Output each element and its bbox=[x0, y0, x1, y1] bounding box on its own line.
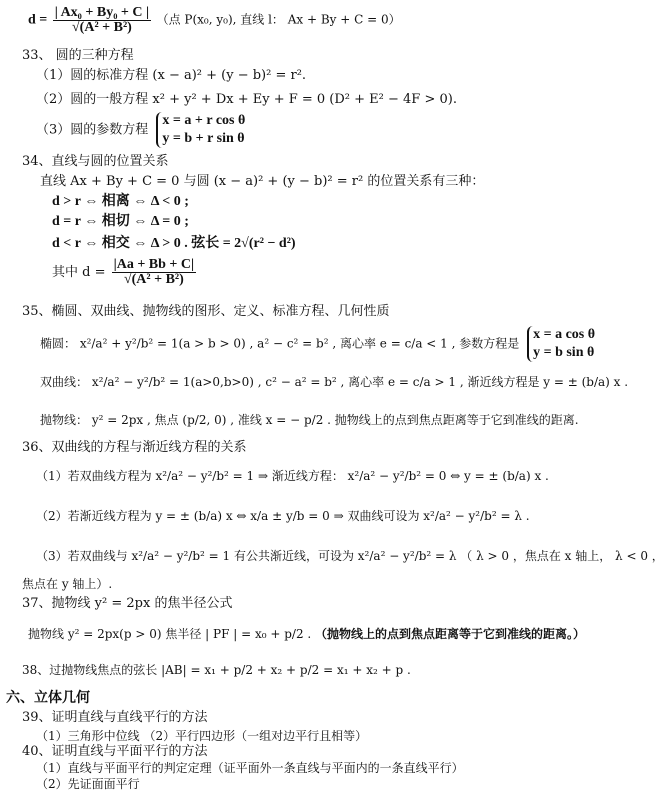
center-dist-den: √(A² + B²) bbox=[123, 272, 184, 287]
item-34-heading: 34、直线与圆的位置关系 bbox=[22, 154, 169, 169]
ellipse-text: 椭圆： x²/a² + y²/b² = 1(a > b > 0) , a² − c² = b² , 离心率 e = c/a < 1 , 参数方程是 bbox=[40, 336, 520, 351]
center-dist-num: |Aa + Bb + C| bbox=[113, 257, 195, 272]
circle-param-eq bbox=[36, 112, 245, 148]
item-40-method-2: （2）先证面面平行 bbox=[36, 777, 140, 791]
dist-fraction bbox=[53, 6, 151, 35]
item-37-heading: 37、抛物线 y² = 2px 的焦半径公式 bbox=[22, 596, 233, 611]
parabola-line: 抛物线： y² = 2px , 焦点 (p/2, 0) , 准线 x = − p/2 . 抛物线上的点到焦点距离等于它到准线的距离. bbox=[40, 413, 579, 427]
item-40-method-1: （1）直线与平面平行的判定定理（证平面外一条直线与平面内的一条直线平行） bbox=[36, 761, 464, 775]
distance-formula bbox=[28, 6, 401, 35]
distance-center-line bbox=[52, 258, 198, 287]
hyperbola-asymptote-3-cont: 焦点在 y 轴上）. bbox=[22, 577, 113, 591]
case-tangent: d = r ⇔ 相切 ⇔ Δ = 0 ; bbox=[52, 214, 189, 229]
hyperbola-asymptote-3: （3）若双曲线与 x²/a² − y²/b² = 1 有公共渐近线，可设为 x²/a² − y²/b² = λ （ λ > 0 ，焦点在 x 轴上， λ < 0 ， bbox=[36, 549, 664, 563]
ellipse-param-y: y = b sin θ bbox=[533, 345, 595, 360]
focal-radius-line bbox=[28, 626, 585, 642]
ellipse-line bbox=[40, 326, 595, 362]
dist-denominator: √(A² + B²) bbox=[72, 20, 132, 35]
item-38-focal-chord: 38、过抛物线焦点的弦长 |AB| = x₁ + p/2 + x₂ + p/2 = x₁ + x₂ + p . bbox=[22, 663, 411, 677]
hyperbola-line: 双曲线： x²/a² − y²/b² = 1(a>0,b>0) , c² − a² = b² , 离心率 e = c/a > 1 , 渐近线方程是 y = ± (b/a) x . bbox=[40, 375, 629, 389]
line-circle-relation: 直线 Ax + By + C = 0 与圆 (x − a)² + (y − b)² = r² 的位置关系有三种： bbox=[40, 174, 485, 189]
item-40-heading: 40、证明直线与平面平行的方法 bbox=[22, 744, 208, 759]
hyperbola-asymptote-2: （2）若渐近线方程为 y = ± (b/a) x ⇔ x/a ± y/b = 0 ⇒ 双曲线可设为 x²/a² − y²/b² = λ . bbox=[36, 509, 530, 523]
param-label: （3）圆的参数方程 bbox=[36, 122, 149, 138]
case-intersect: d < r ⇔ 相交 ⇔ Δ > 0 . 弦长 = 2√(r² − d²) bbox=[52, 236, 296, 251]
dist-note: （点 P(x₀, y₀), 直线 l： Ax + By + C = 0） bbox=[156, 12, 401, 27]
circle-standard-eq: （1）圆的标准方程 (x − a)² + (y − b)² = r². bbox=[36, 68, 307, 83]
circle-general-eq: （2）圆的一般方程 x² + y² + Dx + Ey + F = 0 (D² + E² − 4F > 0). bbox=[36, 92, 457, 107]
item-39-methods: （1）三角形中位线 （2）平行四边形（一组对边平行且相等） bbox=[36, 729, 368, 743]
where-label: 其中 d = bbox=[52, 265, 106, 280]
item-33-heading: 33、 圆的三种方程 bbox=[22, 48, 134, 63]
param-x: x = a + r cos θ bbox=[162, 113, 246, 128]
focal-radius-note: （抛物线上的点到焦点距离等于它到准线的距离。） bbox=[315, 627, 586, 641]
item-35-heading: 35、椭圆、双曲线、抛物线的图形、定义、标准方程、几何性质 bbox=[22, 304, 390, 319]
param-brace bbox=[156, 112, 245, 148]
param-y: y = b + r sin θ bbox=[162, 131, 245, 146]
hyperbola-asymptote-1: （1）若双曲线方程为 x²/a² − y²/b² = 1 ⇒ 渐近线方程： x²/a² − y²/b² = 0 ⇔ y = ± (b/a) x . bbox=[36, 469, 549, 483]
center-dist-fraction bbox=[112, 258, 196, 287]
ellipse-param-x: x = a cos θ bbox=[533, 327, 596, 342]
item-36-heading: 36、双曲线的方程与渐近线方程的关系 bbox=[22, 440, 247, 455]
case-separate: d > r ⇔ 相离 ⇔ Δ < 0 ; bbox=[52, 194, 189, 209]
item-39-heading: 39、证明直线与直线平行的方法 bbox=[22, 710, 208, 725]
dist-numerator: | Ax₀ + By₀ + C | bbox=[54, 5, 150, 20]
focal-radius-formula: 抛物线 y² = 2px(p > 0) 焦半径 | PF | = x₀ + p/2 . bbox=[28, 627, 312, 641]
section-solid-geometry: 六、立体几何 bbox=[6, 690, 90, 706]
ellipse-param-brace bbox=[527, 326, 595, 362]
dist-label: d = bbox=[28, 12, 48, 28]
